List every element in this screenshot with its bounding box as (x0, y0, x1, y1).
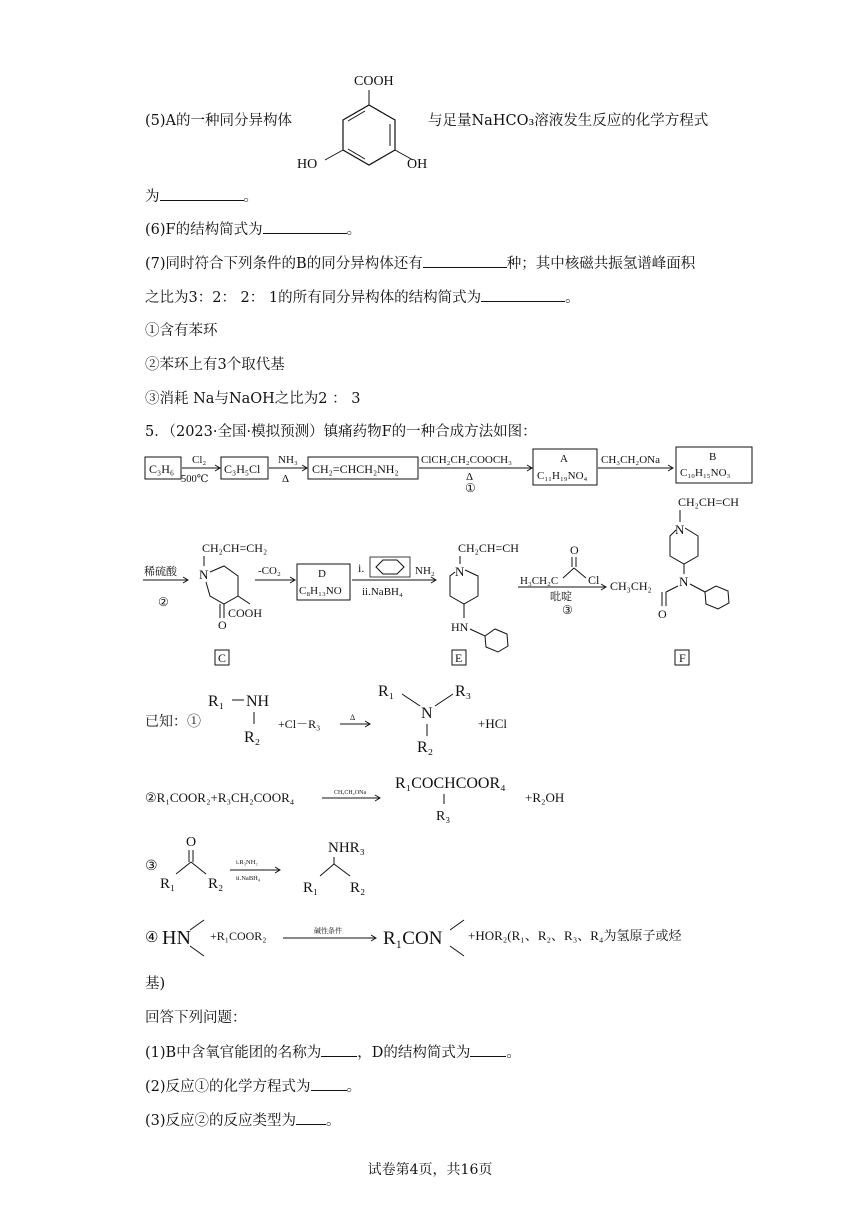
answer-blank[interactable] (263, 219, 347, 234)
svg-text:②: ② (158, 595, 169, 609)
q5-tail: 为 。 (145, 186, 258, 207)
benzoic-acid-structure (295, 68, 435, 178)
known-reaction-4 (140, 908, 730, 964)
svg-text:CH₃CH₂: CH₃CH₂ (610, 579, 652, 593)
svg-text:CH₃CH₂ONa: CH₃CH₂ONa (601, 454, 661, 466)
svg-text:N: N (199, 567, 209, 582)
svg-text:N: N (421, 705, 433, 722)
question-2: (2)反应①的化学方程式为 。 (145, 1076, 361, 1097)
compound-d-formula: C₈H₁₃NO (299, 585, 342, 597)
svg-text:R₁: R₁ (160, 876, 176, 892)
svg-text:Δ: Δ (466, 471, 474, 483)
svg-text:N: N (679, 574, 689, 589)
question-1: (1)B中含氧官能团的名称为 ，D的结构简式为 。 (145, 1042, 521, 1063)
svg-text:-CO₂: -CO₂ (258, 565, 281, 577)
answer-blank[interactable] (296, 1110, 326, 1125)
answer-blank[interactable] (321, 1042, 357, 1057)
c3h6-box: C₃H₆ (149, 462, 175, 476)
svg-text:④: ④ (145, 930, 159, 946)
svg-text:Δ: Δ (282, 473, 290, 485)
known-reaction-2 (140, 768, 600, 828)
svg-text:R₂: R₂ (350, 880, 366, 896)
svg-text:R₁CON: R₁CON (383, 928, 443, 949)
label-e: E (455, 651, 463, 665)
svg-text:O: O (570, 543, 579, 557)
svg-text:Cl: Cl (588, 573, 600, 587)
svg-text:HN: HN (451, 620, 469, 634)
svg-text:R₂: R₂ (417, 739, 434, 756)
synthesis-scheme-row1 (140, 444, 760, 494)
svg-text:N: N (675, 522, 685, 537)
cooh-label: COOH (354, 74, 394, 89)
svg-text:R₃: R₃ (455, 683, 472, 700)
svg-text:+HOR₂(R₁、R₂、R₃、R₄为氢原子或烃: +HOR₂(R₁、R₂、R₃、R₄为氢原子或烃 (468, 928, 682, 943)
condition-3: ③消耗 Na与NaOH之比为2 ： 3 (145, 391, 361, 407)
svg-text:+R₁COOR₂: +R₁COOR₂ (210, 929, 267, 943)
svg-text:ii.NaBH₄: ii.NaBH₄ (362, 586, 403, 598)
svg-text:H₃CH₂C: H₃CH₂C (520, 575, 559, 587)
questions-intro: 回答下列问题： (145, 1010, 247, 1026)
svg-text:③: ③ (145, 859, 158, 874)
svg-text:+HCl: +HCl (478, 716, 508, 731)
label-c: C (218, 651, 227, 665)
svg-text:R₂: R₂ (208, 876, 224, 892)
condition-1: ①含有苯环 (145, 323, 218, 339)
answer-blank[interactable] (160, 186, 244, 201)
ho-label: HO (297, 157, 318, 172)
answer-blank[interactable] (470, 1042, 506, 1057)
svg-text:N: N (455, 564, 465, 579)
question-3: (3)反应②的反应类型为 。 (145, 1110, 341, 1131)
svg-text:R₂: R₂ (244, 729, 261, 746)
answer-blank[interactable] (311, 1076, 347, 1091)
svg-text:NHR₃: NHR₃ (328, 840, 365, 856)
compound-b-label: B (709, 451, 717, 463)
svg-text:CH₂CH=CH₂: CH₂CH=CH₂ (202, 541, 268, 555)
answer-blank[interactable] (481, 287, 565, 302)
oh-label: OH (407, 157, 428, 172)
svg-text:COOH: COOH (228, 606, 263, 620)
svg-text:NH: NH (246, 693, 270, 710)
known-4-wrap: 基) (145, 976, 166, 992)
svg-text:②R₁COOR₂+R₃CH₂COOR₄: ②R₁COOR₂+R₃CH₂COOR₄ (145, 790, 295, 805)
known-reaction-1 (140, 682, 560, 772)
compound-b-formula: C₁₀H₁₅NO₃ (680, 467, 731, 479)
svg-text:ClCH₂CH₂COOCH₃: ClCH₂CH₂COOCH₃ (421, 454, 512, 466)
answer-blank[interactable] (423, 253, 507, 268)
q5-suffix: 与足量NaHCO₃溶液发生反应的化学方程式 (428, 113, 709, 129)
svg-text:R₁: R₁ (208, 693, 225, 710)
page-footer: 试卷第4页，共16页 (367, 1162, 493, 1178)
svg-text:Cl₂: Cl₂ (192, 454, 207, 466)
svg-text:500℃: 500℃ (181, 474, 209, 485)
svg-text:R₃: R₃ (436, 809, 451, 824)
compound-d-label: D (318, 568, 326, 580)
svg-text:i.R₃NH₂: i.R₃NH₂ (236, 859, 258, 866)
svg-text:HN: HN (162, 927, 191, 949)
known-reaction-3 (140, 830, 400, 900)
svg-text:CH₂CH=CH: CH₂CH=CH (458, 541, 519, 555)
q7-line2: 之比为3：2： 2： 1的所有同分异构体的结构简式为 。 (145, 287, 580, 308)
svg-text:R₁: R₁ (303, 880, 319, 896)
c3h5cl-box: C₃H₅Cl (224, 462, 261, 476)
svg-text:CH₃CH₂ONa: CH₃CH₂ONa (334, 790, 367, 796)
allylamine-box: CH₂=CHCH₂NH₂ (312, 462, 399, 476)
svg-text:碱性条件: 碱性条件 (314, 927, 342, 935)
svg-text:O: O (186, 835, 197, 850)
compound-a-label: A (560, 453, 568, 465)
svg-text:CH₂CH=CH: CH₂CH=CH (678, 495, 739, 509)
svg-text:ii.NaBH₄: ii.NaBH₄ (236, 875, 261, 882)
svg-text:O: O (218, 618, 227, 632)
svg-text:NH₂: NH₂ (415, 565, 435, 577)
svg-text:O: O (658, 607, 667, 621)
q5-prefix: (5)A的一种同分异构体 (145, 113, 293, 129)
q6: (6)F的结构简式为 。 (145, 219, 361, 240)
label-f: F (679, 651, 686, 665)
svg-text:吡啶: 吡啶 (550, 591, 572, 603)
svg-text:Δ: Δ (350, 713, 356, 722)
condition-2: ②苯环上有3个取代基 (145, 357, 285, 373)
svg-text:稀硫酸: 稀硫酸 (144, 566, 177, 578)
svg-text:R₁: R₁ (378, 683, 395, 700)
svg-text:NH₃: NH₃ (278, 454, 298, 466)
compound-a-formula: C₁₁H₁₉NO₄ (537, 470, 588, 482)
svg-text:i.: i. (358, 561, 365, 575)
svg-text:③: ③ (562, 603, 573, 617)
problem-5-header: 5．（2023·全国·模拟预测）镇痛药物F的一种合成方法如图： (145, 424, 537, 440)
q7-line1: (7)同时符合下列条件的B的同分异构体还有 种；其中核磁共振氢谱峰面积 (145, 253, 695, 274)
svg-text:+R₂OH: +R₂OH (525, 790, 565, 805)
svg-text:已知：①: 已知：① (145, 715, 201, 730)
svg-text:R₁COCHCOOR₄: R₁COCHCOOR₄ (395, 775, 506, 792)
synthesis-scheme-row2 (140, 494, 760, 674)
svg-text:①: ① (465, 481, 476, 494)
svg-text:+Cl－R₃: +Cl－R₃ (278, 717, 321, 731)
